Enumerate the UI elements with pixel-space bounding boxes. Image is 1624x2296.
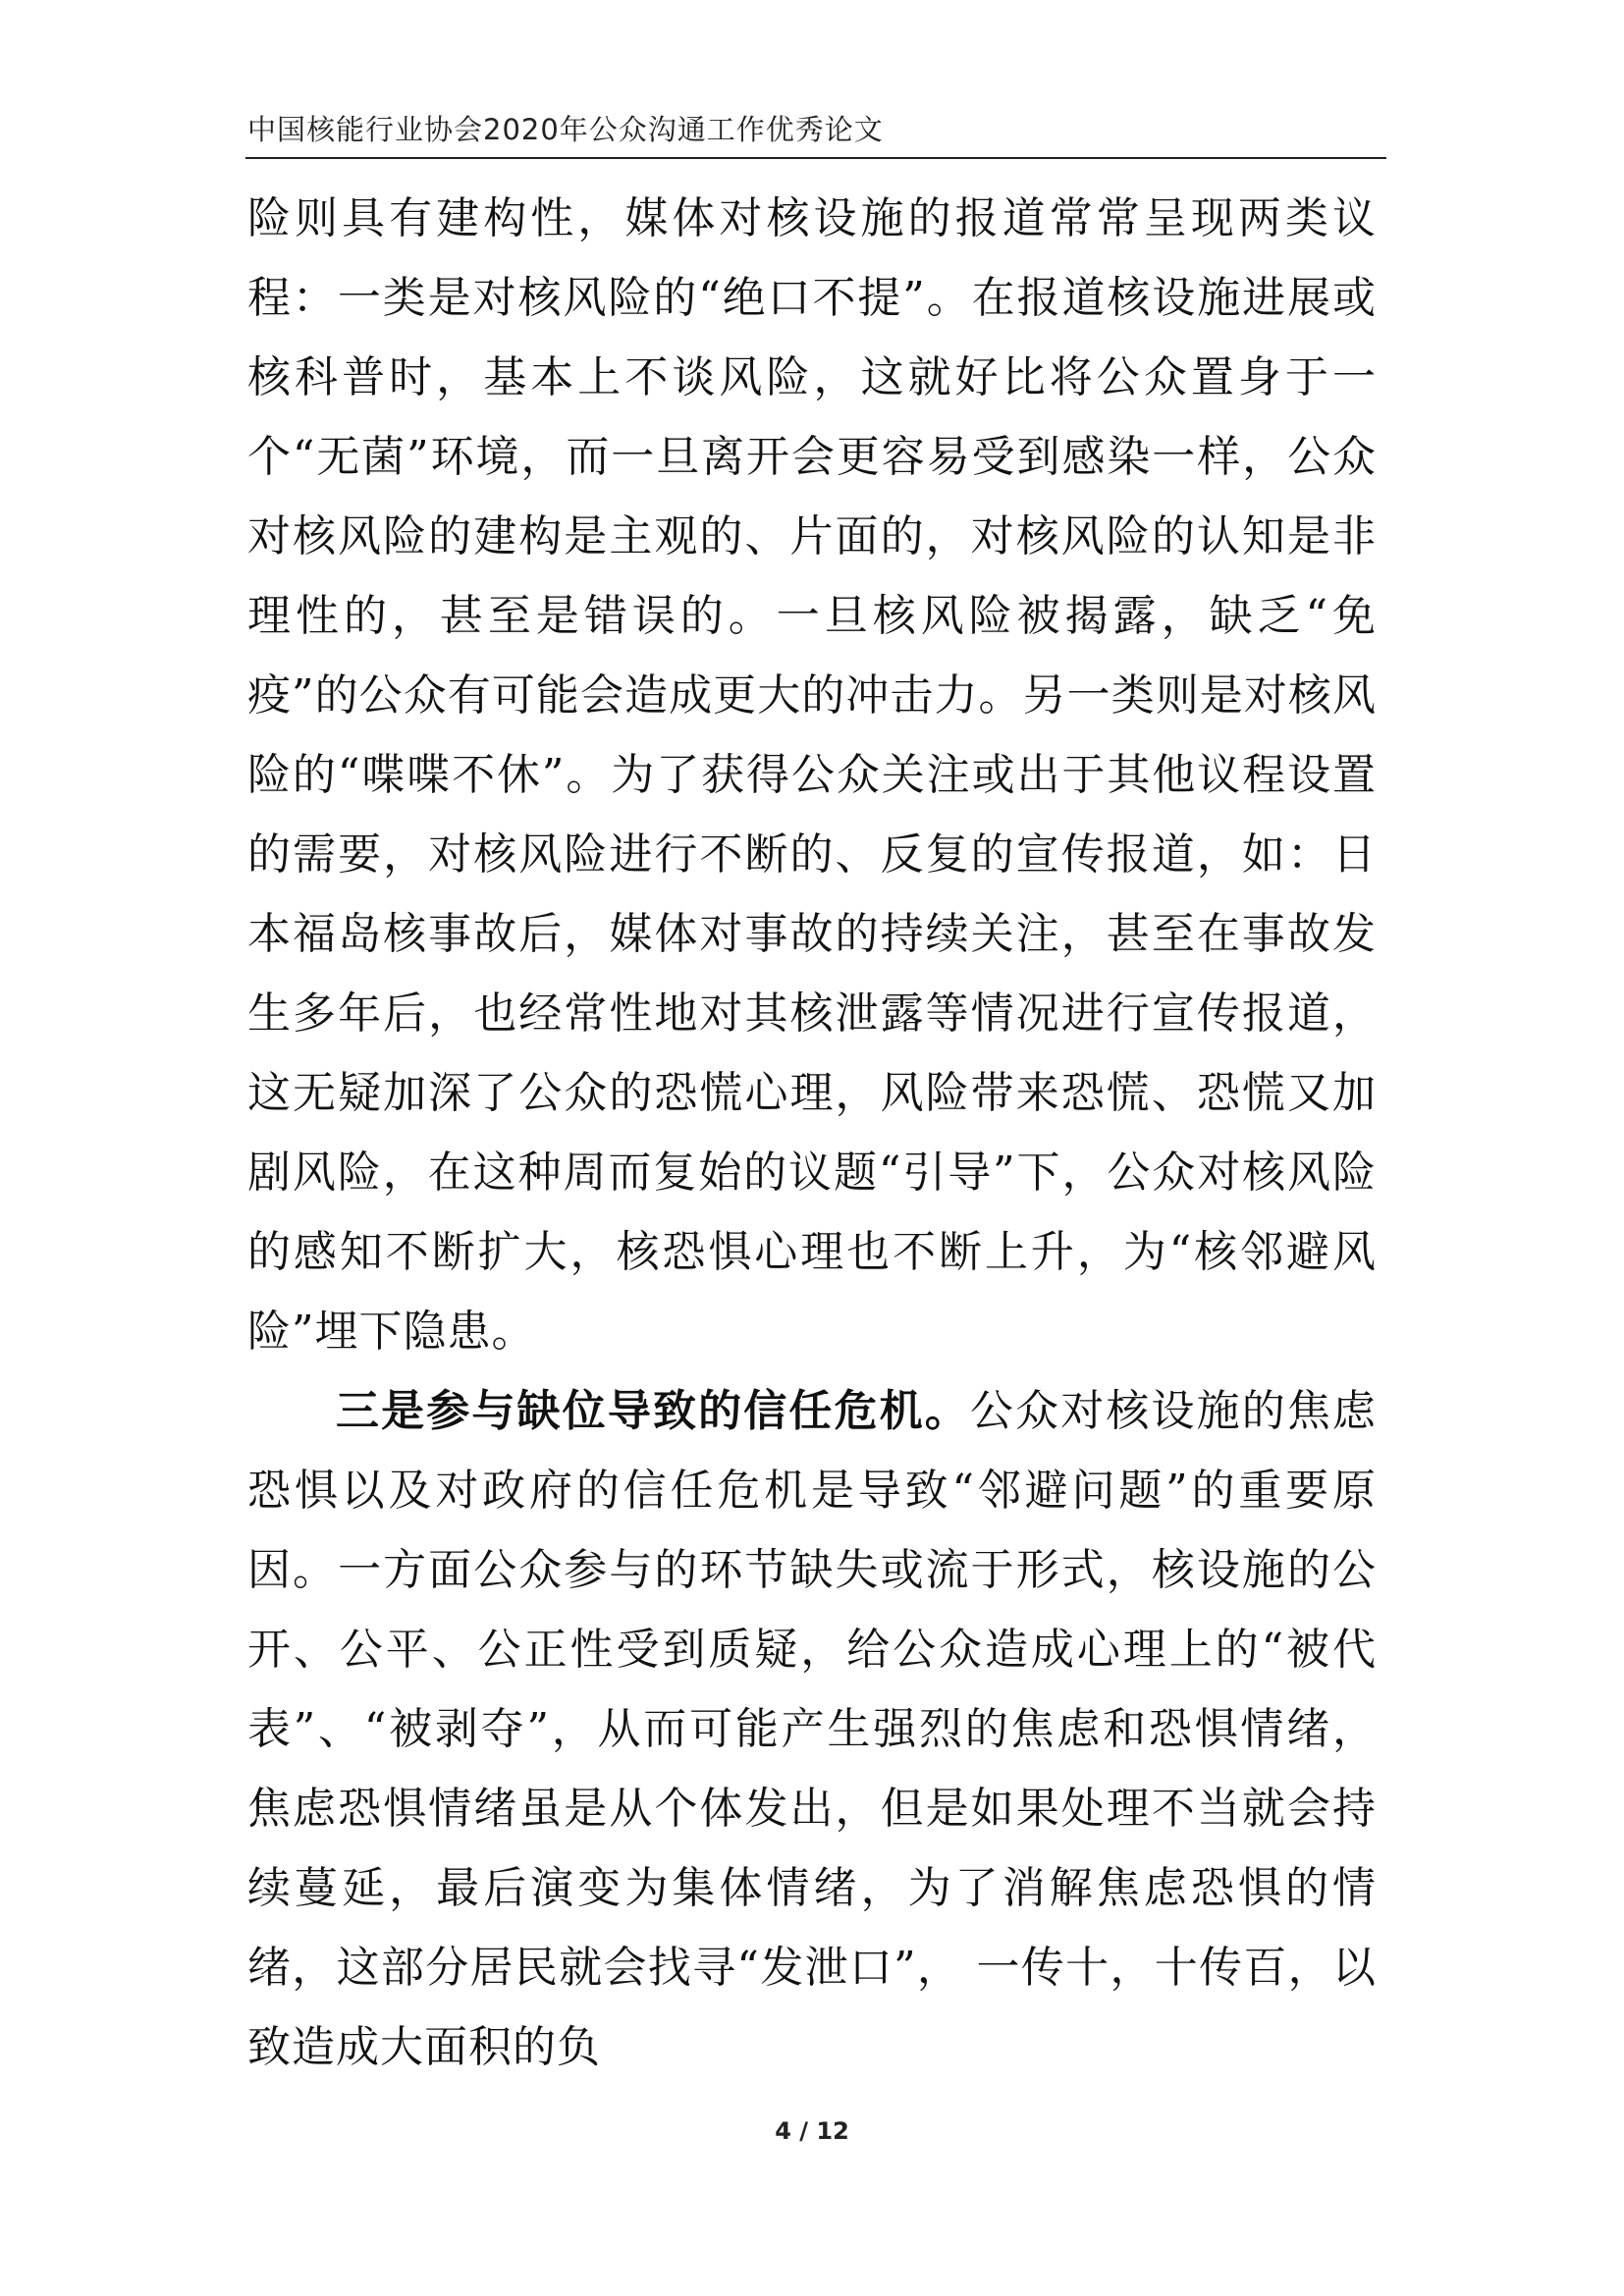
paragraph-2-text: 公众对核设施的焦虑恐惧以及对政府的信任危机是导致“邻避问题”的重要原因。一方面公众参与的环节缺失或流于形式，核设施的公开、公平、公正性受到质疑，给公众造成心理上的“被代表”、“被剥夺”，从而可能产生强烈的焦虑和恐惧情绪，焦虑恐惧情绪虽是从个体发出，但是如果处理不当就会持续蔓延，最后演变为集体情绪，为了消解焦虑恐惧的情绪，这部分居民就会找寻“发泄口”， 一传十，十传百，以致造成大面积的负 bbox=[247, 1386, 1378, 2072]
paragraph-1: 险则具有建构性，媒体对核设施的报道常常呈现两类议程：一类是对核风险的“绝口不提”。在报道核设施进展或核科普时，基本上不谈风险，这就好比将公众置身于一个“无菌”环境，而一旦离开会更容易受到感染一样，公众对核风险的建构是主观的、片面的，对核风险的认知是非理性的，甚至是错误的。一旦核风险被揭露，缺乏“免疫”的公众有可能会造成更大的冲击力。另一类则是对核风险的“喋喋不休”。为了获得公众关注或出于其他议程设置的需要，对核风险进行不断的、反复的宣传报道，如：日本福岛核事故后，媒体对事故的持续关注，甚至在事故发生多年后，也经常性地对其核泄露等情况进行宣传报道，这无疑加深了公众的恐慌心理，风险带来恐慌、恐慌又加剧风险，在这种周而复始的议题“引导”下，公众对核风险的感知不断扩大，核恐惧心理也不断上升，为“核邻避风险”埋下隐患。 bbox=[247, 193, 1377, 1357]
page-number: 4 / 12 bbox=[775, 2117, 849, 2145]
paragraph-2 bbox=[247, 1371, 1377, 2087]
running-header: 中国核能行业协会2020年公众沟通工作优秀论文 bbox=[247, 113, 884, 146]
body-text bbox=[247, 179, 1377, 2087]
header-divider bbox=[245, 157, 1386, 159]
paragraph-2-bold-lead: 三是参与缺位导致的信任危机。 bbox=[336, 1386, 970, 1436]
